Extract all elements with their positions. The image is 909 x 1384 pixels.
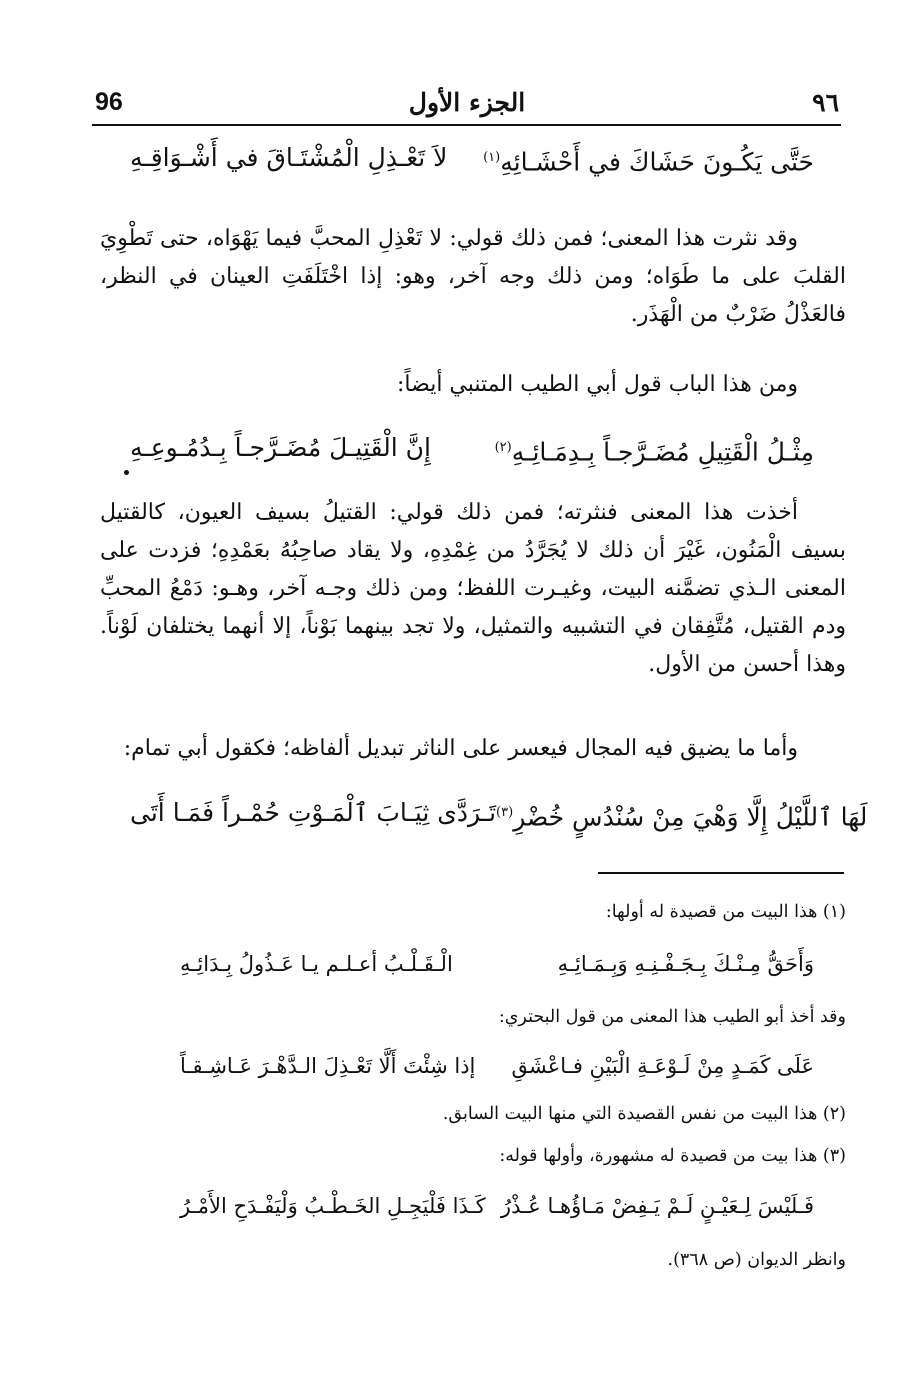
paragraph-3 bbox=[100, 494, 846, 684]
footnote-3-verse-first: كَـذَا فَلْيَجِـلِ الخَـطْـبُ وَلْيَفْـدَحِ الأَمْـرُ bbox=[180, 1194, 486, 1218]
footnote-rule bbox=[598, 872, 844, 874]
verse-2 bbox=[130, 430, 814, 470]
footnote-3-reference: وانظر الديوان (ص ٣٦٨). bbox=[667, 1250, 846, 1270]
footnote-1-intro: (١) هذا البيت من قصيدة له أولها: bbox=[605, 902, 846, 922]
verse-1-first-hemistich: لاَ تَعْـذِلِ الْمُشْتَـاقَ في أَشْـوَاقِـهِ bbox=[130, 143, 448, 172]
footnote-marker-2: (٢) bbox=[494, 440, 512, 455]
paragraph-1-text: وقد نثرت هذا المعنى؛ فمن ذلك قولي: لا تَعْذِلِ المحبَّ فيما يَهْوَاه، حتى تَطْوِيَ القلبَ على ما طَوَاه؛ ومن ذلك وجه آخر، وهو: إذا اخْتَلَفَتِ العينان في النظر، فالعَذْلُ ضَرْبٌ من الْهَذَر. bbox=[100, 226, 846, 327]
stray-dot bbox=[124, 470, 129, 475]
footnote-1-verse-2-second: عَلَى كَمَـدٍ مِنْ لَـوْعَـةِ الْبَيْنِ فـاعْشَقِ bbox=[511, 1054, 814, 1078]
paragraph-4 bbox=[100, 730, 846, 768]
page-number-arabic: ٩٦ bbox=[812, 88, 839, 117]
page-header bbox=[95, 88, 839, 126]
paragraph-4-text: وأما ما يضيق فيه المجال فيعسر على الناثر تبديل ألفاظه؛ فكقول أبي تمام: bbox=[123, 736, 798, 761]
verse-1-second-text: حَتَّى يَكُـونَ حَشَاكَ في أَحْشَـائِهِ bbox=[500, 147, 814, 177]
verse-3-second-hemistich bbox=[496, 795, 867, 835]
footnote-3-verse bbox=[180, 1190, 814, 1222]
footnote-2: (٢) هذا البيت من نفس القصيدة التي منها البيت السابق. bbox=[442, 1104, 846, 1124]
verse-2-second-hemistich bbox=[495, 430, 814, 470]
footnote-3-intro: (٣) هذا بيت من قصيدة له مشهورة، وأولها قوله: bbox=[499, 1146, 846, 1166]
verse-1 bbox=[130, 140, 814, 180]
header-rule bbox=[92, 124, 841, 126]
footnote-marker-1: (١) bbox=[483, 150, 501, 165]
paragraph-1 bbox=[100, 220, 846, 334]
paragraph-3-text: أخذت هذا المعنى فنثرته؛ فمن ذلك قولي: القتيلُ بسيف العيون، كالقتيل بسيف الْمَنُون، غَيْرَ أن ذلك لا يُجَرَّدُ من غِمْدِهِ، ولا يقاد صاحِبُهُ بعَمْدِهِ؛ فزدت على المعنى الـذي تضمَّنه البيت، وغيـرت اللفظ؛ ومن ذلك وجـه آخر، وهـو: دَمْعُ المحبِّ ودم القتيل، مُتَّفِقان في التشبيه والتمثيل، ولا تجد بينهما بَوْناً، إلا أنهما يختلفان لَوْناً. وهذا أحسن من الأول. bbox=[100, 500, 846, 677]
footnote-1-verse-first: الْـقَـلْـبُ أعـلـم يـا عَـذُولُ بِـدَائِـهِ bbox=[180, 952, 453, 976]
running-title: الجزء الأول bbox=[408, 88, 526, 117]
footnote-1-verse-2 bbox=[180, 1050, 814, 1082]
verse-3-first-hemistich: تَـرَدَّى ثِيَـابَ ٱلْمَـوْتِ حُمْـراً فَمَـا أَتَى bbox=[130, 798, 497, 827]
verse-2-first-hemistich: إِنَّ الْقَتِيـلَ مُضَـرَّجـاً بِـدُمُـوعِـهِ bbox=[130, 433, 431, 462]
footnote-1-verse-2-first: إذا شِئْتَ أَلَّا تَعْـذِلَ الـدَّهْـرَ عَـاشِـقـاً bbox=[180, 1054, 476, 1078]
footnote-1-verse bbox=[180, 948, 814, 980]
verse-1-second-hemistich bbox=[483, 140, 814, 180]
verse-2-second-text: مِثْـلُ الْقَتِيلِ مُضَـرَّجـاً بِـدِمَـائِـهِ bbox=[511, 437, 814, 467]
paragraph-2-text: ومن هذا الباب قول أبي الطيب المتنبي أيضاً: bbox=[397, 372, 798, 397]
footnote-3-verse-second: فَـلَيْسَ لِـعَيْـنٍ لَـمْ يَـفِضْ مَـاؤُهـا عُـذْرُ bbox=[500, 1194, 814, 1218]
footnote-1-middle: وقد أخذ أبو الطيب هذا المعنى من قول البحتري: bbox=[498, 1007, 846, 1027]
verse-3 bbox=[130, 795, 868, 835]
footnote-marker-3: (٣) bbox=[496, 805, 514, 820]
footnote-1-verse-second: وَأَحَقُّ مِـنْـكَ بِـجَـفْـنِـهِ وَبِـمَـائِـهِ bbox=[557, 952, 814, 976]
page-number-latin: 96 bbox=[95, 88, 123, 116]
paragraph-2 bbox=[100, 366, 846, 404]
verse-3-second-text: لَهَا ٱللَّيْلُ إِلَّا وَهْيَ مِنْ سُنْدُسٍ خُضْرِ bbox=[513, 802, 868, 832]
